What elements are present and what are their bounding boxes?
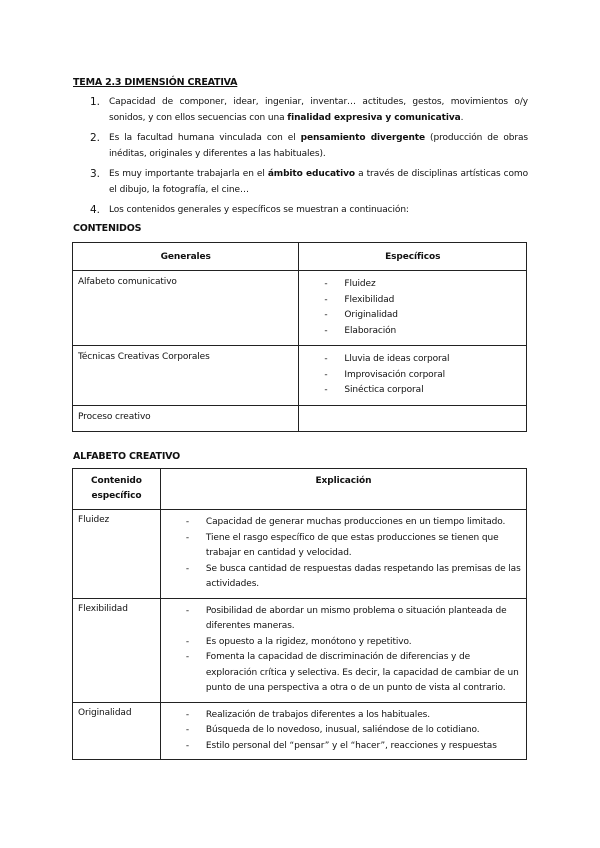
contenidos-table xyxy=(72,242,527,432)
explicacion-cell xyxy=(160,702,526,760)
list-item: - Elaboración xyxy=(304,324,521,340)
list-item: - Es opuesto a la rigidez, monótono y repetitivo. xyxy=(166,635,521,651)
alfabeto-table xyxy=(72,468,527,760)
list-number: 2. xyxy=(90,132,100,144)
page-title: TEMA 2.3 DIMENSIÓN CREATIVA xyxy=(73,77,238,88)
list-number: 4. xyxy=(90,204,100,216)
bold-text: ámbito educativo xyxy=(267,169,355,179)
list-item: - Realización de trabajos diferentes a los habituales. xyxy=(166,708,521,724)
numbered-list xyxy=(73,94,528,222)
text-run: Es muy importante trabajarla en el xyxy=(109,169,268,179)
list-item: - Improvisación corporal xyxy=(304,368,521,384)
list-item xyxy=(73,130,528,162)
list-item: - Tiene el rasgo específico de que estas producciones se tienen que trabajar en cantidad y velocidad. xyxy=(166,531,521,562)
list-item: - Posibilidad de abordar un mismo problema o situación planteada de diferentes maneras. xyxy=(166,604,521,635)
list-item: - Flexibilidad xyxy=(304,293,521,309)
list-item xyxy=(73,166,528,198)
table-row xyxy=(73,510,527,599)
col-header-contenido: Contenido específico xyxy=(73,469,161,510)
especificos-cell xyxy=(299,271,527,346)
contenido-cell: Flexibilidad xyxy=(73,598,161,702)
general-cell: Proceso creativo xyxy=(73,405,299,431)
col-header-especificos: Específicos xyxy=(299,243,527,271)
text-run: Los contenidos generales y específicos se muestran a continuación: xyxy=(109,205,409,215)
bold-text: pensamiento divergente xyxy=(300,133,426,143)
text-run: . xyxy=(460,113,464,123)
list-number: 3. xyxy=(90,168,100,180)
contenido-cell: Fluidez xyxy=(73,510,161,599)
text-run: (producción de obras inéditas, originales y diferentes a las habituales). xyxy=(109,133,528,159)
list-item: - Capacidad de generar muchas producciones en un tiempo limitado. xyxy=(166,515,521,531)
table-row xyxy=(73,702,527,760)
list-item xyxy=(73,94,528,126)
general-cell: Alfabeto comunicativo xyxy=(73,271,299,346)
text-run: a través de disciplinas artísticas como el dibujo, la fotografía, el cine… xyxy=(109,169,529,195)
col-header-generales: Generales xyxy=(73,243,299,271)
text-run: Capacidad de componer, idear, ingeniar, inventar… actitudes, gestos, movimientos o/y sonidos, y con ellos secuencias con una xyxy=(109,97,528,123)
list-item: - Fluidez xyxy=(304,277,521,293)
text-run: Es la facultad humana vinculada con el xyxy=(109,133,301,143)
list-item: - Lluvia de ideas corporal xyxy=(304,352,521,368)
table-row xyxy=(73,346,527,406)
general-cell: Técnicas Creativas Corporales xyxy=(73,346,299,406)
list-item xyxy=(73,202,528,218)
list-item: - Búsqueda de lo novedoso, inusual, saliéndose de lo cotidiano. xyxy=(166,723,521,739)
especificos-cell xyxy=(299,346,527,406)
alfabeto-heading: ALFABETO CREATIVO xyxy=(73,451,181,462)
explicacion-cell xyxy=(160,510,526,599)
table-row xyxy=(73,405,527,431)
list-item: - Se busca cantidad de respuestas dadas respetando las premisas de las actividades. xyxy=(166,562,521,593)
contenido-cell: Originalidad xyxy=(73,702,161,760)
list-number: 1. xyxy=(90,96,100,108)
bold-text: finalidad expresiva y comunicativa xyxy=(287,113,461,123)
col-header-explicacion: Explicación xyxy=(160,469,526,510)
list-item: - Sinéctica corporal xyxy=(304,383,521,399)
table-row xyxy=(73,598,527,702)
explicacion-cell xyxy=(160,598,526,702)
contenidos-heading: CONTENIDOS xyxy=(73,223,142,234)
list-item: - Fomenta la capacidad de discriminación de diferencias y de exploración crítica y selectiva. Es decir, la capacidad de cambiar de un punto de una perspectiva a otra o de un punto de vista al contrario. xyxy=(166,650,521,697)
especificos-cell xyxy=(299,405,527,431)
list-item: - Originalidad xyxy=(304,308,521,324)
list-item: - Estilo personal del “pensar” y el “hacer”, reacciones y respuestas xyxy=(166,739,521,755)
table-row xyxy=(73,271,527,346)
